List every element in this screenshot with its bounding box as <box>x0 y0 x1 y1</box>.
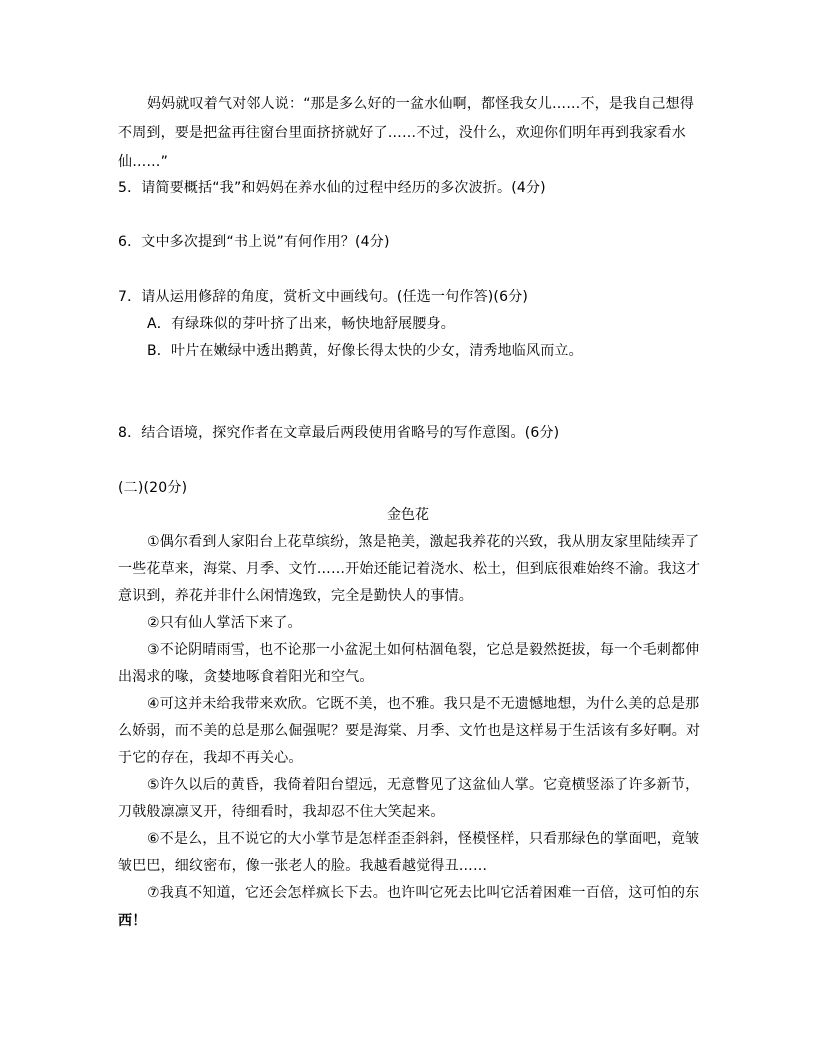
paragraph-line: 西！ <box>118 913 147 929</box>
paragraph-line: ⑦我真不知道，它还会怎样疯长下去。也许叫它死去比叫它活着困难一百倍，这可怕的东 <box>147 885 700 901</box>
paragraph-line: 皱巴巴，细纹密布，像一张老人的脸。我越看越觉得丑…… <box>118 858 488 874</box>
section-heading: (二)(20分) <box>118 480 188 496</box>
question-8: 8．结合语境，探究作者在文章最后两段使用省略号的写作意图。(6分) <box>118 425 560 441</box>
paragraph-line: 一些花草来，海棠、月季、文竹……开始还能记着浇水、松土，但到底很难始终不渝。我这才 <box>118 561 701 577</box>
paragraph-line: 不周到，要是把盆再往窗台里面挤挤就好了……不过，没什么，欢迎你们明年再到我家看水 <box>118 125 686 141</box>
article-title: 金色花 <box>387 507 429 523</box>
paragraph-line: 出渴求的喙，贪婪地啄食着阳光和空气。 <box>118 669 374 685</box>
paragraph-line: ④可这并未给我带来欢欣。它既不美，也不雅。我只是不无遗憾地想，为什么美的总是那 <box>147 696 700 712</box>
paragraph-line: 刀戟般凛凛叉开，待细看时，我却忍不住大笑起来。 <box>118 804 445 820</box>
paragraph-line: 妈妈就叹着气对邻人说：“那是多么好的一盆水仙啊，都怪我女儿……不，是我自己想得 <box>147 96 695 112</box>
paragraph-line: ⑤许久以后的黄昏，我倚着阳台望远，无意瞥见了这盆仙人掌。它竟横竖添了许多新节， <box>147 777 700 793</box>
paragraph-line: ①偶尔看到人家阳台上花草缤纷，煞是艳美，激起我养花的兴致，我从朋友家里陆续弄了 <box>147 534 700 550</box>
paragraph-line: 于它的存在，我却不再关心。 <box>118 750 303 766</box>
paragraph-line: 么娇弱，而不美的总是那么倔强呢？要是海棠、月季、文竹也是这样易于生活该有多好啊。对 <box>118 723 701 739</box>
paragraph-line: ③不论阴晴雨雪，也不论那一小盆泥土如何枯涸龟裂，它总是毅然挺拔，每一个毛刺都伸 <box>147 642 700 658</box>
question-5: 5．请简要概括“我”和妈妈在养水仙的过程中经历的多次波折。(4分) <box>118 180 546 196</box>
paragraph-line: ②只有仙人掌活下来了。 <box>147 615 302 631</box>
paragraph-line: ⑥不是么，且不说它的大小掌节是怎样歪歪斜斜，怪模怪样，只看那绿色的掌面吧，竟皱 <box>147 831 700 847</box>
question-7-option-b: B．叶片在嫩绿中透出鹅黄，好像长得太快的少女，清秀地临风而立。 <box>147 343 583 359</box>
question-6: 6．文中多次提到“书上说”有何作用？(4分) <box>118 234 390 250</box>
question-7-option-a: A．有绿珠似的芽叶挤了出来，畅快地舒展腰身。 <box>147 316 455 332</box>
question-7: 7．请从运用修辞的角度，赏析文中画线句。(任选一句作答)(6分) <box>118 289 529 305</box>
paragraph-line: 仙……” <box>118 154 169 170</box>
paragraph-line: 意识到，养花并非什么闲情逸致，完全是勤快人的事情。 <box>118 588 473 604</box>
